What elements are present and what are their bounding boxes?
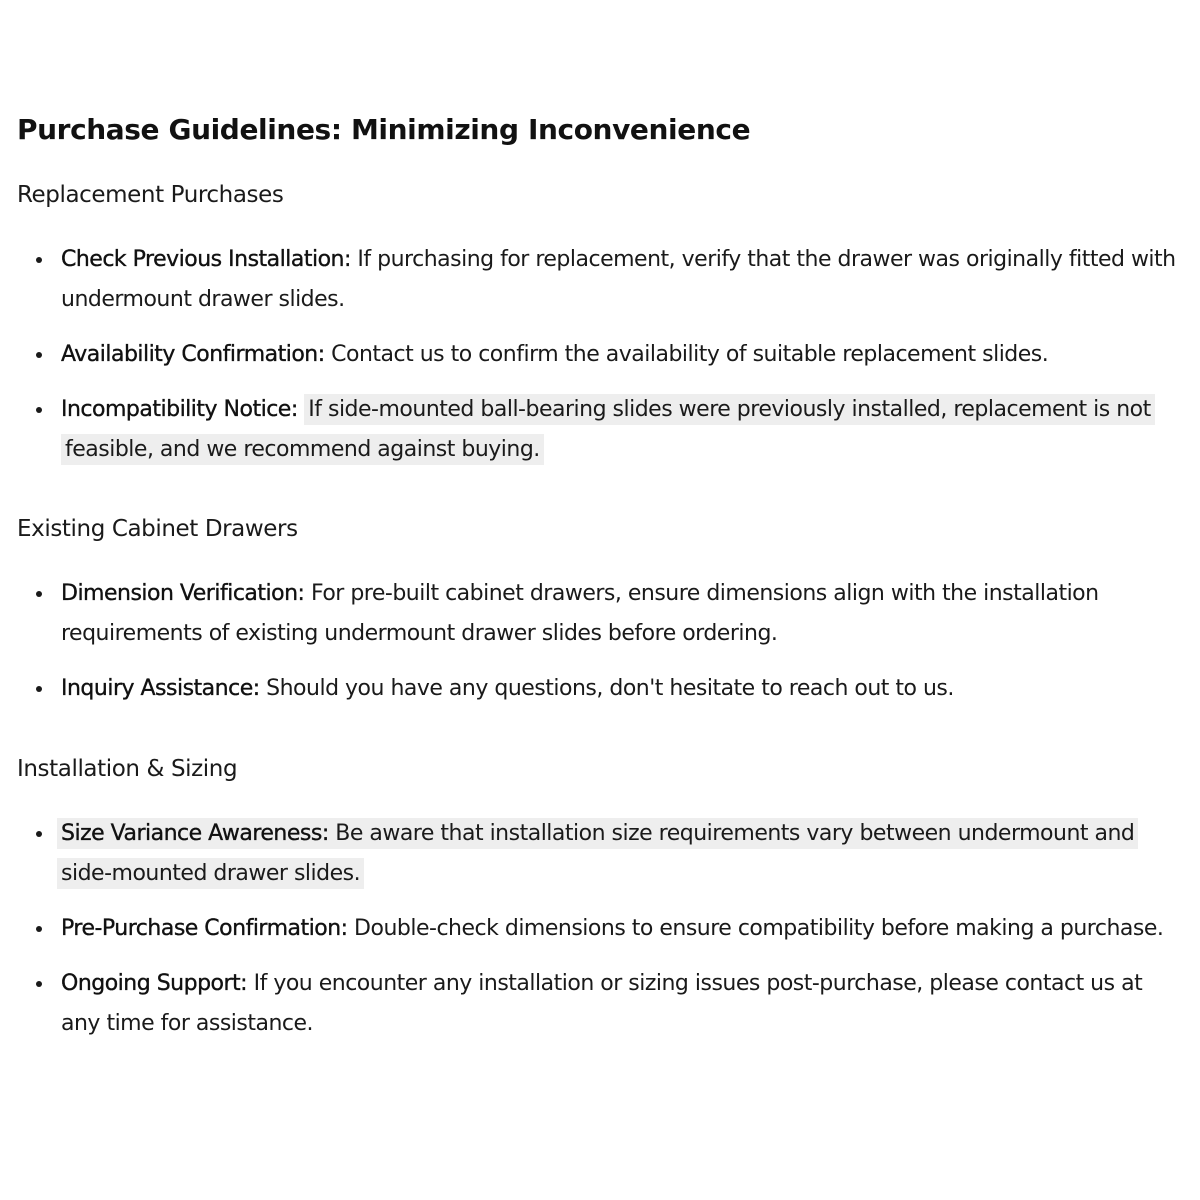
list-item: [17, 574, 1187, 654]
bullet-icon: [36, 591, 42, 597]
page-title: Purchase Guidelines: Minimizing Inconvenience: [17, 113, 751, 146]
bullet-icon: [36, 407, 42, 413]
bullet-icon: [36, 926, 42, 932]
section-heading-installation-sizing: Installation & Sizing: [17, 756, 238, 782]
item-text: Should you have any questions, don't hesitate to reach out to us.: [259, 676, 954, 701]
bullet-icon: [36, 686, 42, 692]
item-text: If purchasing for replacement, verify that the drawer was originally fitted with undermount drawer slides.: [61, 247, 1176, 312]
item-text: For pre-built cabinet drawers, ensure dimensions align with the installation requirements of existing undermount drawer slides before ordering.: [61, 581, 1099, 646]
list-item: [17, 909, 1187, 949]
list-item: [17, 964, 1187, 1044]
item-text: Be aware that installation size requirements vary between undermount and side-mounted drawer slides.: [61, 821, 1135, 886]
item-term: Incompatibility Notice:: [61, 397, 298, 422]
bullet-icon: [36, 352, 42, 358]
list-item: [17, 814, 1187, 894]
replacement-purchases-list: [17, 240, 1187, 470]
bullet-icon: [36, 257, 42, 263]
list-item: [17, 335, 1187, 375]
bullet-icon: [36, 831, 42, 837]
list-item: [17, 240, 1187, 320]
item-term: Ongoing Support:: [61, 971, 248, 996]
item-term: Pre-Purchase Confirmation:: [61, 916, 348, 941]
item-text: Double-check dimensions to ensure compatibility before making a purchase.: [347, 916, 1164, 941]
item-term: Availability Confirmation:: [61, 342, 325, 367]
list-item: [17, 390, 1187, 470]
document-body: [17, 108, 1187, 1044]
installation-sizing-list: [17, 814, 1187, 1044]
section-heading-existing-cabinet-drawers: Existing Cabinet Drawers: [17, 516, 298, 542]
highlighted-item: [57, 818, 1138, 889]
item-term: Inquiry Assistance:: [61, 676, 260, 701]
item-term: Dimension Verification:: [61, 581, 305, 606]
item-term: Check Previous Installation:: [61, 247, 351, 272]
existing-cabinet-drawers-list: [17, 574, 1187, 709]
bullet-icon: [36, 981, 42, 987]
item-term: Size Variance Awareness:: [61, 821, 329, 846]
list-item: [17, 669, 1187, 709]
item-text: If you encounter any installation or sizing issues post-purchase, please contact us at any time for assistance.: [61, 971, 1143, 1036]
section-heading-replacement-purchases: Replacement Purchases: [17, 182, 284, 208]
highlighted-text: If side-mounted ball-bearing slides were previously installed, replacement is not feasible, and we recommend against buying.: [61, 394, 1155, 465]
item-text: Contact us to confirm the availability of suitable replacement slides.: [324, 342, 1049, 367]
